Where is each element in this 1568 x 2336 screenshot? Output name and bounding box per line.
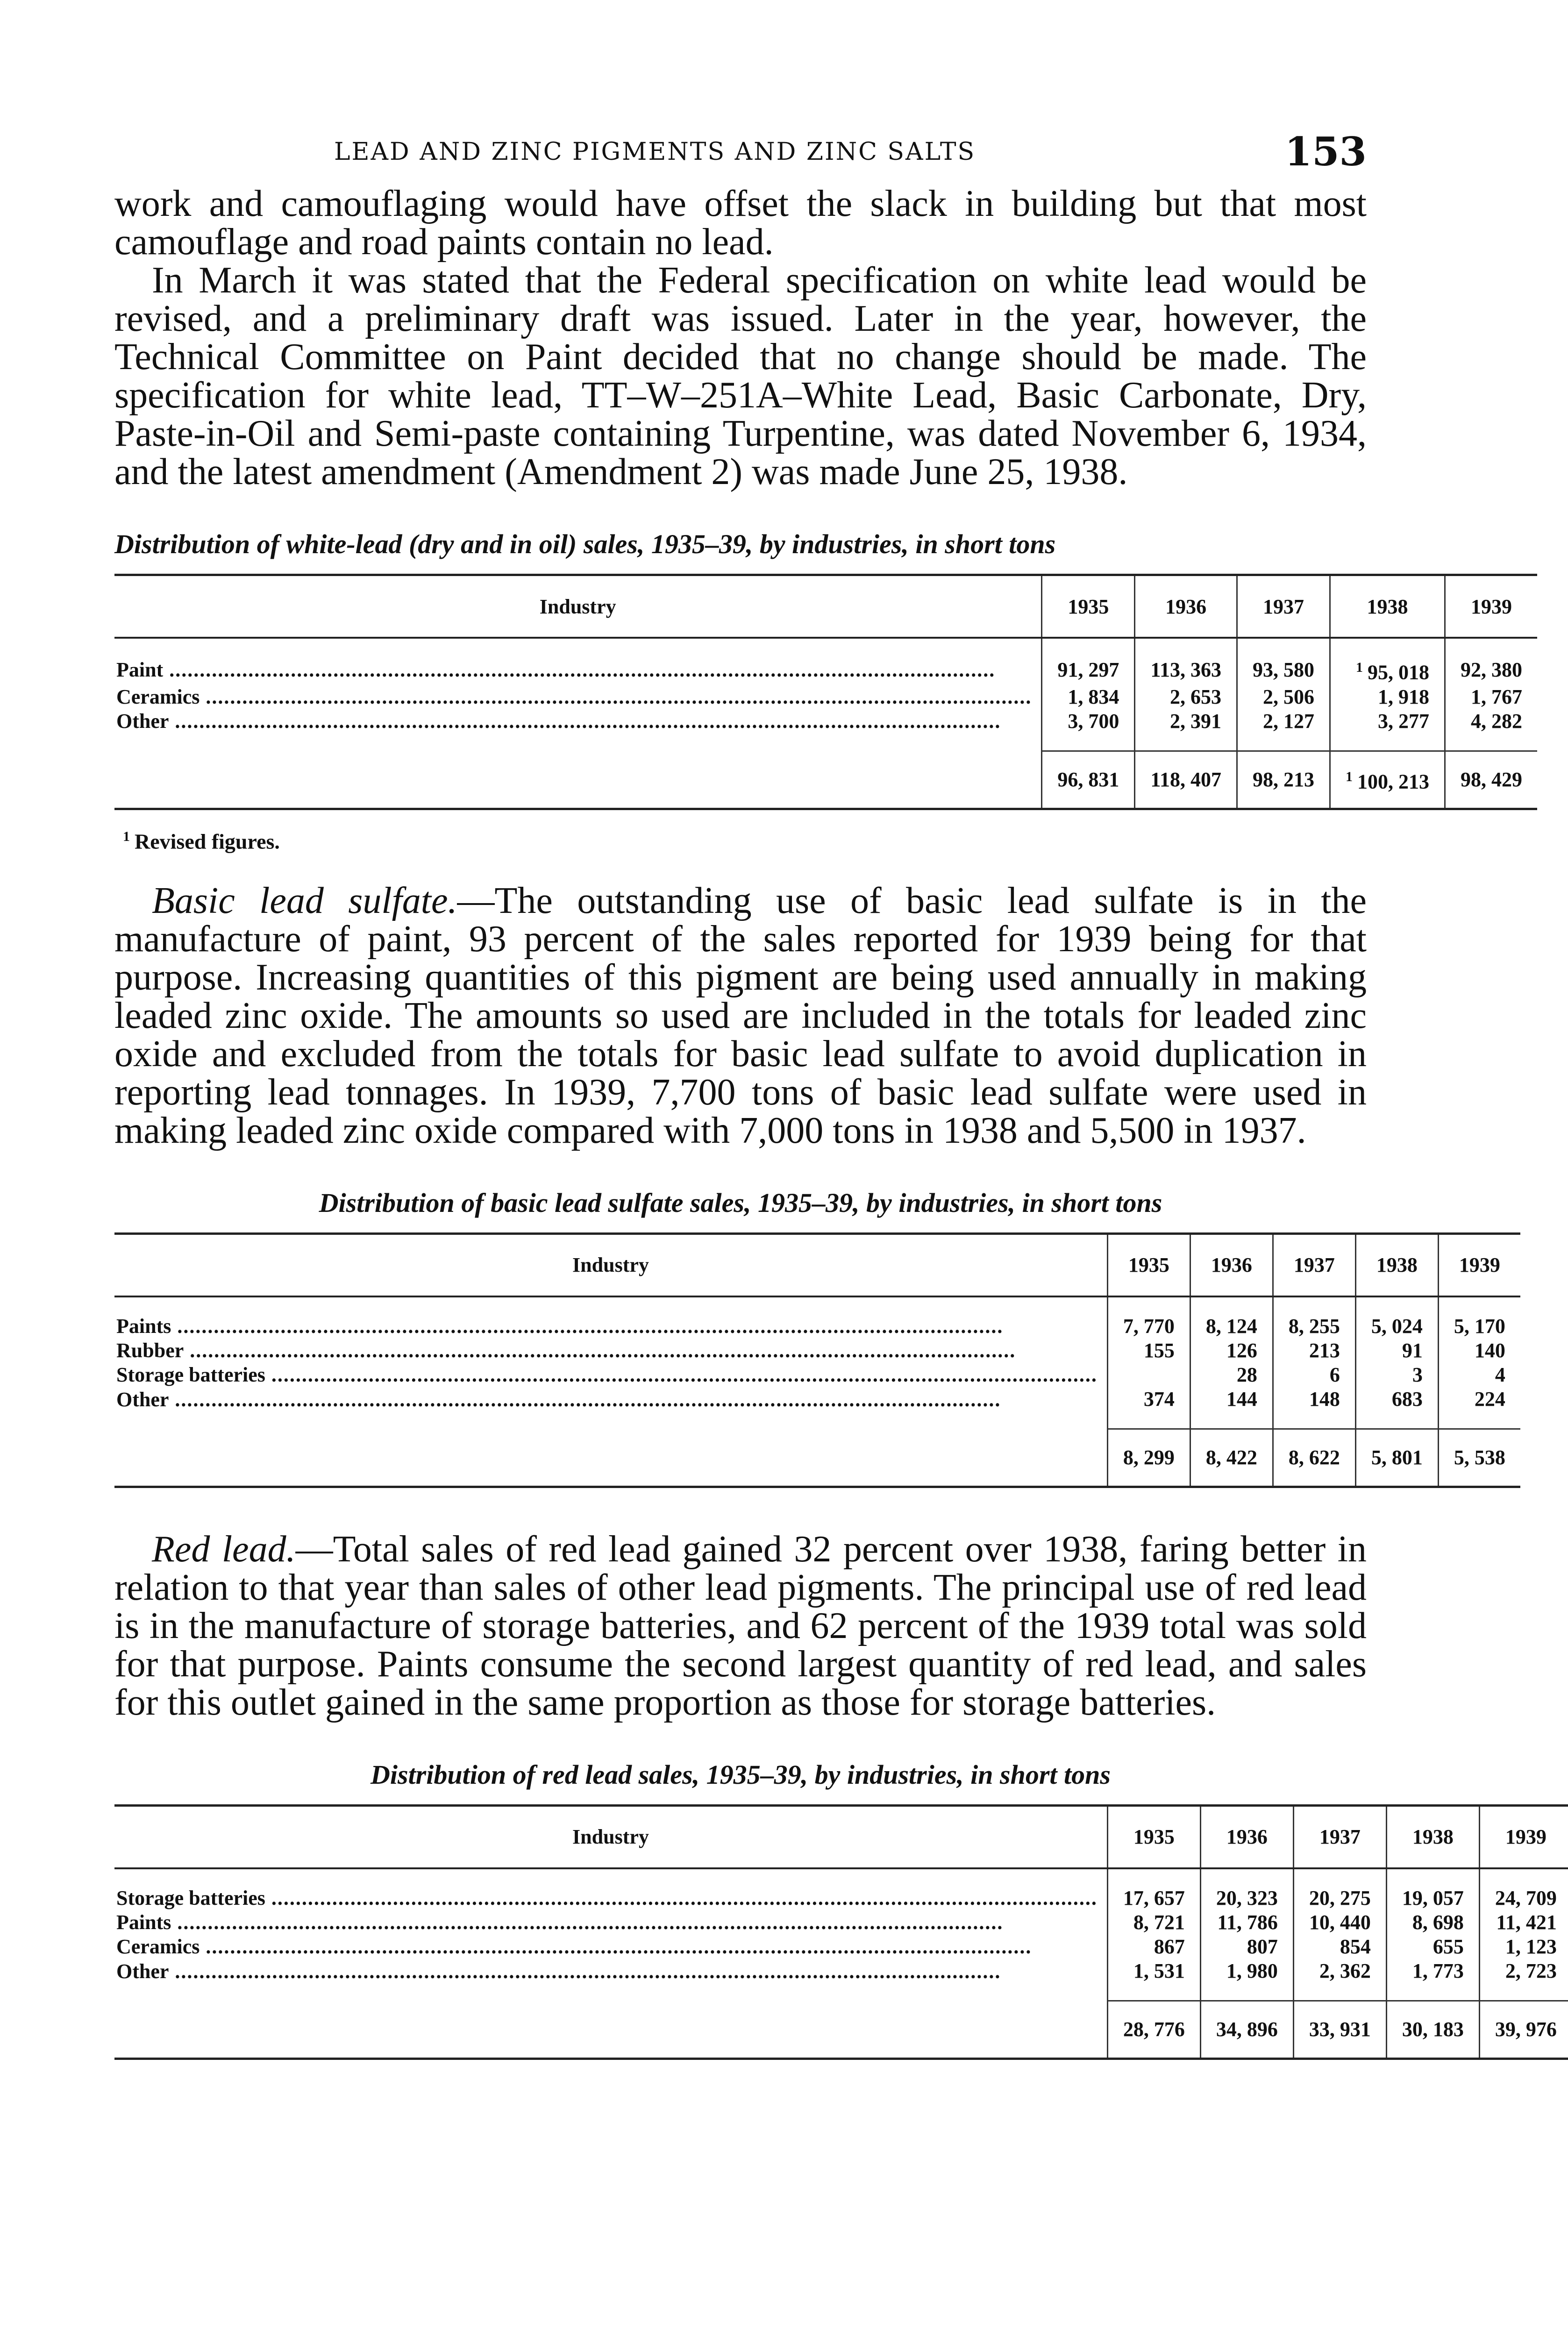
footnote-mark: 1	[1345, 769, 1353, 785]
cell-1939: 5, 170	[1438, 1296, 1520, 1339]
table-row	[114, 638, 1537, 685]
total-1936: 118, 407	[1135, 751, 1237, 809]
cell-1939: 1, 767	[1445, 685, 1537, 709]
paragraph-body: —The outstanding use of basic lead sulfate is in the manufacture of paint, 93 percent of the sales reported for 1939 being for that purpose. Increasing quantities of this pigment are being used annually in making leaded zinc oxide. The amounts so used are included in the totals for leaded zinc oxide and excluded from the totals for basic lead sulfate to avoid duplication in reporting lead tonnages. In 1939, 7,700 tons of basic lead sulfate were used in making leaded zinc oxide compared with 7,000 tons in 1938 and 5,500 in 1937.	[114, 880, 1367, 1151]
table-header-row	[114, 575, 1537, 638]
running-title: LEAD AND ZINC PIGMENTS AND ZINC SALTS	[334, 138, 976, 166]
row-label-text: Rubber .....	[116, 1339, 1016, 1362]
cell-1935: 1, 834	[1042, 685, 1135, 709]
table-caption-basic-lead-sulfate: Distribution of basic lead sulfate sales, 1935–39, by industries, in short tons	[319, 1187, 1162, 1218]
running-head	[114, 124, 1367, 175]
total-1937: 98, 213	[1237, 751, 1330, 809]
cell-1939: 2, 723	[1479, 1959, 1568, 2001]
table-row	[114, 1910, 1568, 1935]
cell-1935: 17, 657	[1107, 1868, 1200, 1910]
table-row	[114, 685, 1537, 709]
table-row	[114, 1339, 1520, 1363]
cell-1936: 144	[1190, 1387, 1273, 1429]
row-label	[114, 1296, 1107, 1339]
header-1937: 1937	[1293, 1805, 1386, 1868]
cell-1938: 8, 698	[1386, 1910, 1479, 1935]
table-total-row	[114, 751, 1537, 809]
header-1936: 1936	[1200, 1805, 1293, 1868]
footnote-text: Revised figures.	[135, 829, 280, 853]
table-row	[114, 1387, 1520, 1429]
table-basic-lead-sulfate	[114, 1232, 1520, 1488]
total-1939: 5, 538	[1438, 1429, 1520, 1487]
cell-1937: 213	[1273, 1339, 1355, 1363]
paragraph-continued: work and camouflaging would have offset the slack in building but that most camouflage and road paints contain no lead.	[114, 183, 1367, 263]
table-row	[114, 1363, 1520, 1387]
cell-1939: 24, 709	[1479, 1868, 1568, 1910]
total-1936: 8, 422	[1190, 1429, 1273, 1487]
cell-1938	[1330, 638, 1445, 685]
cell-1935: 3, 700	[1042, 709, 1135, 751]
row-label-text: Paints .....	[116, 1315, 1003, 1338]
cell-1939: 1, 123	[1479, 1935, 1568, 1959]
cell-1937: 854	[1293, 1935, 1386, 1959]
cell-1935	[1107, 1363, 1190, 1387]
total-1938-value: 100, 213	[1357, 770, 1429, 793]
cell-1939: 11, 421	[1479, 1910, 1568, 1935]
cell-1937: 6	[1273, 1363, 1355, 1387]
cell-1936: 28	[1190, 1363, 1273, 1387]
cell-1938: 3, 277	[1330, 709, 1445, 751]
page-number: 153	[1284, 128, 1367, 175]
cell-1937: 2, 506	[1237, 685, 1330, 709]
cell-1939: 92, 380	[1445, 638, 1537, 685]
cell-1935: 1, 531	[1107, 1959, 1200, 2001]
row-label	[114, 1935, 1107, 1959]
cell-1937: 148	[1273, 1387, 1355, 1429]
table-caption-white-lead: Distribution of white-lead (dry and in oil) sales, 1935–39, by industries, in short tons	[114, 529, 1056, 559]
cell-1938: 1, 773	[1386, 1959, 1479, 2001]
cell-1936: 8, 124	[1190, 1296, 1273, 1339]
row-label	[114, 1387, 1107, 1429]
cell-1938: 19, 057	[1386, 1868, 1479, 1910]
total-1937: 8, 622	[1273, 1429, 1355, 1487]
header-1937: 1937	[1237, 575, 1330, 638]
row-label	[114, 709, 1042, 751]
row-label	[114, 638, 1042, 685]
cell-1937: 2, 362	[1293, 1959, 1386, 2001]
header-1935: 1935	[1042, 575, 1135, 638]
footnote	[123, 829, 1367, 854]
total-1935: 8, 299	[1107, 1429, 1190, 1487]
row-label	[114, 1363, 1107, 1387]
cell-1939: 4, 282	[1445, 709, 1537, 751]
cell-1935: 867	[1107, 1935, 1200, 1959]
cell-1939: 4	[1438, 1363, 1520, 1387]
row-label	[114, 1910, 1107, 1935]
table-caption-red-lead: Distribution of red lead sales, 1935–39, by industries, in short tons	[371, 1759, 1111, 1790]
row-label-text: Storage batteries .....	[116, 1887, 1098, 1909]
cell-1935: 155	[1107, 1339, 1190, 1363]
cell-1936: 2, 653	[1135, 685, 1237, 709]
header-1938: 1938	[1330, 575, 1445, 638]
header-1938: 1938	[1386, 1805, 1479, 1868]
total-label	[114, 1429, 1107, 1487]
cell-1935: 7, 770	[1107, 1296, 1190, 1339]
total-1937: 33, 931	[1293, 2001, 1386, 2058]
row-label-text: Paint .....	[116, 658, 995, 681]
footnote-mark: 1	[1355, 660, 1363, 675]
cell-1936: 2, 391	[1135, 709, 1237, 751]
cell-1937: 8, 255	[1273, 1296, 1355, 1339]
header-1939: 1939	[1445, 575, 1537, 638]
total-1939: 98, 429	[1445, 751, 1537, 809]
table-row	[114, 1935, 1568, 1959]
cell-1935: 374	[1107, 1387, 1190, 1429]
cell-1938-value: 95, 018	[1367, 661, 1429, 684]
cell-1937: 93, 580	[1237, 638, 1330, 685]
row-label-text: Ceramics .....	[116, 1935, 1032, 1958]
header-1937: 1937	[1273, 1233, 1355, 1296]
paragraph-federal-specification: In March it was stated that the Federal specification on white lead would be revised, and a preliminary draft was issued. Later in the year, however, the Technical Committee on Paint decided that no change should be made. The specification for white lead, TT–W–251A–White Lead, Basic Carbonate, Dry, Paste-in-Oil and Semi-paste containing Turpentine, was dated November 6, 1934, and the latest amendment (Amendment 2) was made June 25, 1938.	[114, 260, 1367, 492]
table-white-lead	[114, 574, 1537, 810]
row-label	[114, 1339, 1107, 1363]
header-industry: Industry	[114, 1805, 1107, 1868]
cell-1938: 683	[1355, 1387, 1438, 1429]
cell-1935: 8, 721	[1107, 1910, 1200, 1935]
row-label-text: Other .....	[116, 710, 1001, 733]
table-row	[114, 1296, 1520, 1339]
row-label-text: Ceramics .....	[116, 685, 1032, 708]
header-industry: Industry	[114, 1233, 1107, 1296]
row-label	[114, 1868, 1107, 1910]
paragraph-basic-lead-sulfate	[114, 882, 1367, 1150]
spacer	[114, 1488, 1367, 1530]
header-1938: 1938	[1355, 1233, 1438, 1296]
total-1936: 34, 896	[1200, 2001, 1293, 2058]
cell-1938: 91	[1355, 1339, 1438, 1363]
table-row	[114, 709, 1537, 751]
table-row	[114, 1959, 1568, 2001]
table-total-row	[114, 2001, 1568, 2058]
cell-1937: 20, 275	[1293, 1868, 1386, 1910]
cell-1938: 1, 918	[1330, 685, 1445, 709]
header-1939: 1939	[1479, 1805, 1568, 1868]
paragraph-body: —Total sales of red lead gained 32 percent over 1938, faring better in relation to that year than sales of other lead pigments. The principal use of red lead is in the manufacture of storage batteries, and 62 percent of the 1939 total was sold for that purpose. Paints consume the second largest quantity of red lead, and sales for this outlet gained in the same proportion as those for storage batteries.	[114, 1528, 1367, 1723]
cell-1938: 655	[1386, 1935, 1479, 1959]
row-label	[114, 1959, 1107, 2001]
header-1936: 1936	[1190, 1233, 1273, 1296]
row-label-text: Other .....	[116, 1388, 1001, 1411]
header-1935: 1935	[1107, 1233, 1190, 1296]
paragraph-red-lead	[114, 1530, 1367, 1722]
header-1935: 1935	[1107, 1805, 1200, 1868]
table-row	[114, 1868, 1568, 1910]
total-1935: 96, 831	[1042, 751, 1135, 809]
row-label-text: Paints .....	[116, 1911, 1003, 1934]
total-label	[114, 751, 1042, 809]
cell-1936: 126	[1190, 1339, 1273, 1363]
total-1938: 5, 801	[1355, 1429, 1438, 1487]
total-1938: 30, 183	[1386, 2001, 1479, 2058]
total-1935: 28, 776	[1107, 2001, 1200, 2058]
section-title-basic-lead-sulfate: Basic lead sulfate.	[152, 880, 457, 921]
header-1936: 1936	[1135, 575, 1237, 638]
cell-1936: 11, 786	[1200, 1910, 1293, 1935]
cell-1936: 807	[1200, 1935, 1293, 1959]
row-label	[114, 685, 1042, 709]
table-total-row	[114, 1429, 1520, 1487]
cell-1939: 224	[1438, 1387, 1520, 1429]
cell-1937: 10, 440	[1293, 1910, 1386, 1935]
table-red-lead	[114, 1804, 1568, 2060]
page	[114, 124, 1557, 2060]
total-label	[114, 2001, 1107, 2058]
row-label-text: Storage batteries .....	[116, 1363, 1098, 1386]
cell-1936: 1, 980	[1200, 1959, 1293, 2001]
header-1939: 1939	[1438, 1233, 1520, 1296]
total-1939: 39, 976	[1479, 2001, 1568, 2058]
total-1938	[1330, 751, 1445, 809]
cell-1936: 20, 323	[1200, 1868, 1293, 1910]
cell-1939: 140	[1438, 1339, 1520, 1363]
header-industry: Industry	[114, 575, 1042, 638]
section-title-red-lead: Red lead.	[152, 1528, 296, 1570]
cell-1937: 2, 127	[1237, 709, 1330, 751]
table-header-row	[114, 1805, 1568, 1868]
row-label-text: Other .....	[116, 1960, 1001, 1983]
footnote-mark: 1	[123, 828, 130, 844]
cell-1938: 3	[1355, 1363, 1438, 1387]
table-header-row	[114, 1233, 1520, 1296]
cell-1935: 91, 297	[1042, 638, 1135, 685]
cell-1936: 113, 363	[1135, 638, 1237, 685]
cell-1938: 5, 024	[1355, 1296, 1438, 1339]
